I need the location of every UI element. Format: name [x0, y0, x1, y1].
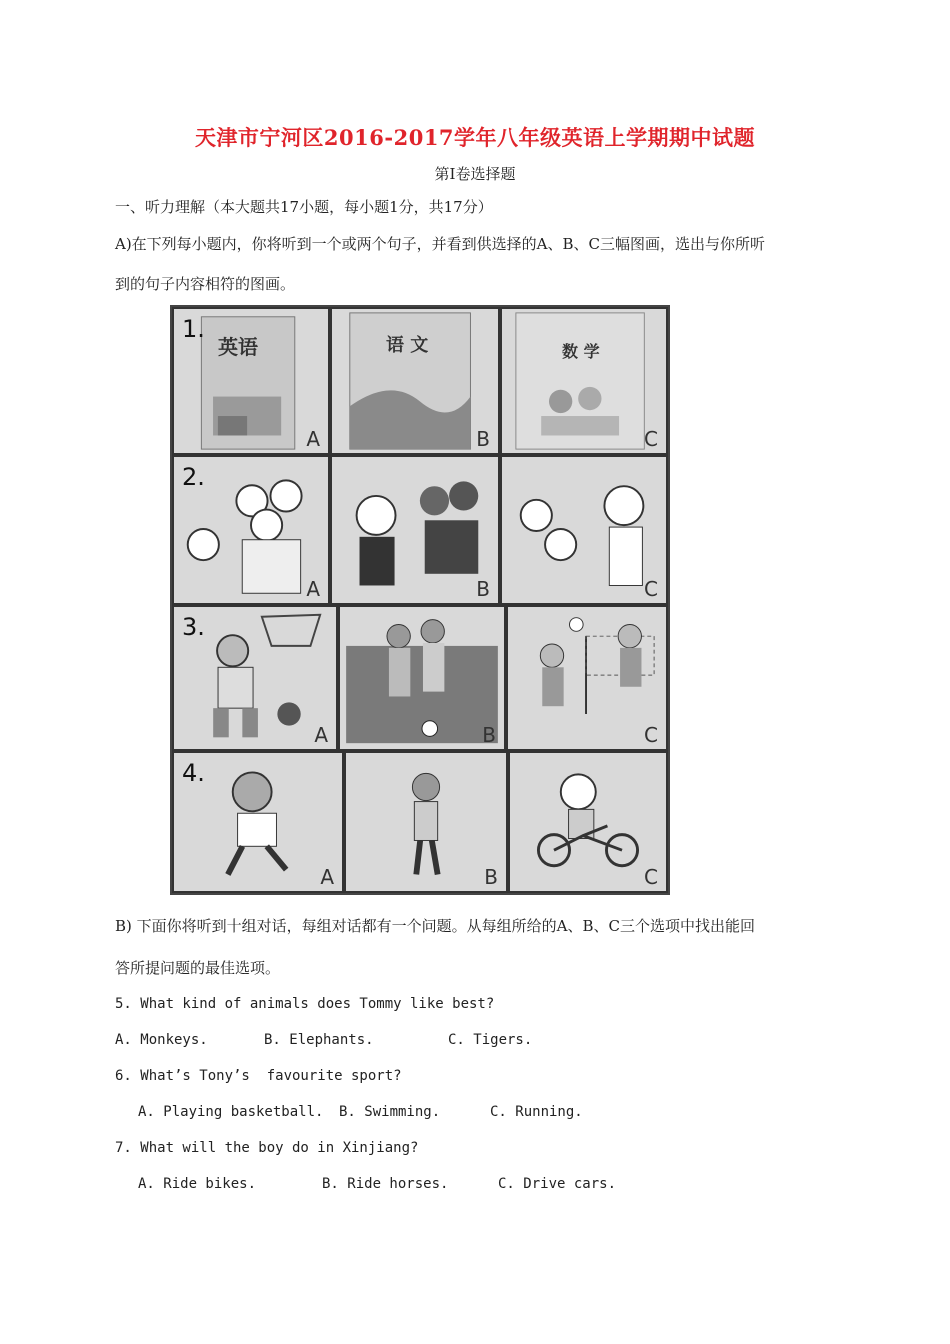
- picture-1b: [330, 307, 500, 455]
- picture-3b: [338, 605, 506, 751]
- question-7: 7. What will the boy do in Xinjiang?: [115, 1140, 419, 1156]
- option-letter: B: [484, 865, 498, 889]
- q5-option-b: B. Elephants.: [264, 1032, 374, 1048]
- option-letter: C: [644, 865, 658, 889]
- row-number: 1.: [182, 315, 205, 343]
- option-letter: B: [482, 723, 496, 747]
- question-5: 5. What kind of animals does Tommy like best?: [115, 996, 495, 1012]
- walking-boy-icon: [346, 753, 506, 891]
- part-a-instruction-line1: A)在下列每小题内，你将听到一个或两个句子，并看到供选择的A、B、C三幅图画，选出与你所听: [115, 235, 766, 253]
- picture-4b: [344, 751, 508, 893]
- option-letter: C: [644, 427, 658, 451]
- section-subtitle: 第I卷选择题: [434, 165, 516, 183]
- picture-4a: [172, 751, 344, 893]
- q6-option-c: C. Running.: [490, 1104, 583, 1120]
- boy-riding-bike-icon: [510, 753, 666, 891]
- option-letter: B: [476, 577, 490, 601]
- picture-2a: [172, 455, 330, 605]
- section-heading: 一、听力理解（本大题共17小题，每小题1分，共17分）: [115, 198, 493, 216]
- book-title: 英语: [218, 335, 258, 359]
- picture-3c: [506, 605, 668, 751]
- option-letter: B: [476, 427, 490, 451]
- picture-2c: [500, 455, 668, 605]
- children-waving-icon: [502, 457, 666, 603]
- question-6: 6. What’s Tony’s favourite sport?: [115, 1068, 402, 1084]
- row-number: 2.: [182, 463, 205, 491]
- picture-1c: [500, 307, 668, 455]
- picture-3a: [172, 605, 338, 751]
- q7-option-b: B. Ride horses.: [322, 1176, 449, 1192]
- q7-option-a: A. Ride bikes.: [138, 1176, 257, 1192]
- book-title: 语 文: [386, 335, 429, 356]
- q6-option-b: B. Swimming.: [339, 1104, 441, 1120]
- option-letter: A: [306, 427, 320, 451]
- row-number: 3.: [182, 613, 205, 641]
- q5-option-c: C. Tigers.: [448, 1032, 533, 1048]
- part-b-instruction-line1: B) 下面你将听到十组对话，每组对话都有一个问题。从每组所给的A、B、C三个选项中找出能回: [115, 917, 755, 935]
- math-book-icon: [502, 309, 666, 453]
- document-title: 天津市宁河区2016-2017学年八年级英语上学期期中试题: [194, 125, 756, 150]
- picture-2b: [330, 455, 500, 605]
- volleyball-players-icon: [508, 607, 666, 749]
- option-letter: C: [644, 577, 658, 601]
- picture-1a: [172, 307, 330, 455]
- picture-4c: [508, 751, 668, 893]
- q6-option-a: A. Playing basketball.: [138, 1104, 324, 1120]
- option-letter: A: [320, 865, 334, 889]
- listening-picture-grid: [170, 305, 670, 895]
- boy-with-friends-icon: [332, 457, 498, 603]
- football-players-icon: [340, 607, 504, 749]
- book-title: 数 学: [562, 342, 600, 361]
- row-number: 4.: [182, 759, 205, 787]
- q5-option-a: A. Monkeys.: [115, 1032, 208, 1048]
- part-a-instruction-line2: 到的句子内容相符的图画。: [115, 275, 296, 293]
- part-b-instruction-line2: 答所提问题的最佳选项。: [115, 959, 281, 977]
- option-letter: C: [644, 723, 658, 747]
- option-letter: A: [314, 723, 328, 747]
- option-letter: A: [306, 577, 320, 601]
- q7-option-c: C. Drive cars.: [498, 1176, 617, 1192]
